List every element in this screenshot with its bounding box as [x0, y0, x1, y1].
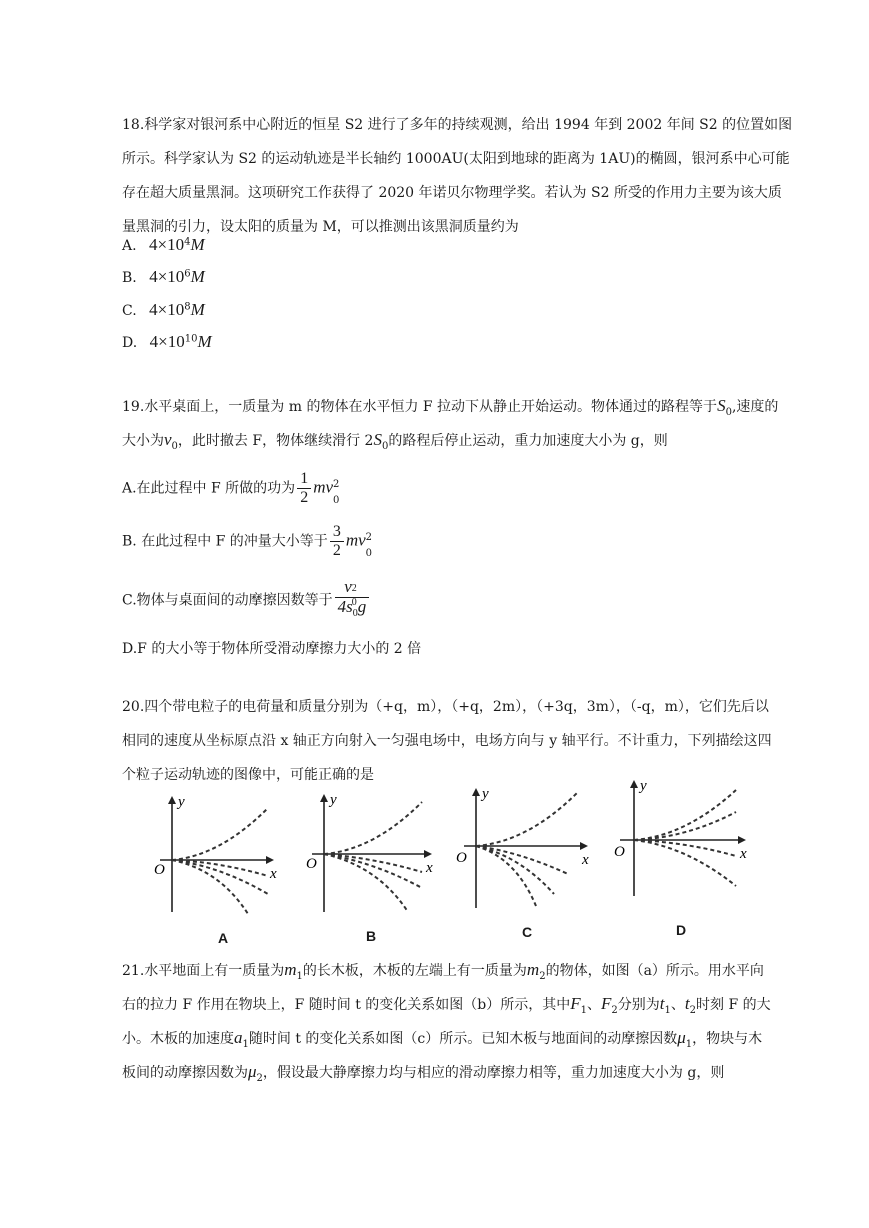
q18-option-c — [122, 300, 205, 320]
x-arrow — [424, 850, 432, 858]
q19-option-c — [122, 578, 371, 623]
option-text: A.在此过程中 F 所做的功为 — [122, 480, 296, 497]
figure-c-label: C — [522, 924, 533, 940]
separator: 、 — [587, 997, 602, 1013]
option-unit: M — [190, 267, 205, 286]
q21-text: 板间的动摩擦因数为 — [122, 1065, 248, 1081]
sub: 1 — [685, 1038, 693, 1050]
trajectory-3 — [172, 860, 268, 894]
symbol-a1: a — [234, 1028, 243, 1047]
q19-text: ,速度的 — [731, 399, 779, 415]
symbol-mu1: μ — [677, 1028, 686, 1047]
symbol-v0: v — [164, 430, 172, 449]
origin-label: O — [614, 844, 625, 860]
mv: mv — [313, 477, 334, 497]
fraction — [335, 578, 370, 623]
figure-c — [450, 782, 600, 912]
q18-line3: 存在超大质量黑洞。这项研究工作获得了 2020 年诺贝尔物理学奖。若认为 S2 所受的作用力主要为该大质 — [122, 185, 782, 201]
sup: 2 — [351, 583, 357, 594]
x-arrow — [266, 856, 274, 864]
option-unit: M — [197, 332, 212, 351]
q20-line1: 20.四个带电粒子的电荷量和质量分别为（+q，m），（+q，2m），（+3q，3m），（-q，m），它们先后以 — [122, 699, 769, 715]
option-label: B. — [122, 270, 137, 286]
trajectory-1 — [172, 808, 268, 860]
q20-line2: 相同的速度从坐标原点沿 x 轴正方向射入一匀强电场中，电场方向与 y 轴平行。不计重力，下列描绘这四 — [122, 733, 772, 749]
q19-text: 的路程后停止运动，重力加速度大小为 g，则 — [388, 433, 668, 449]
y-label: y — [482, 786, 489, 802]
q21-text: 随时间 t 的变化关系如图（c）所示。已知木板与地面间的动摩擦因数 — [248, 1031, 678, 1047]
q21-text: 21.水平地面上有一质量为 — [122, 963, 285, 979]
option-label: A. — [122, 238, 137, 254]
symbol-mu2: μ — [248, 1062, 257, 1081]
trajectory-1 — [476, 792, 578, 846]
q21-text: 时刻 F 的大 — [696, 997, 771, 1013]
option-unit: M — [190, 235, 205, 254]
sub: 2 — [689, 1004, 697, 1016]
numerator: 1 — [297, 470, 311, 489]
y-arrow — [168, 796, 176, 804]
mv: mv — [345, 530, 366, 550]
trajectory-figures — [150, 778, 770, 950]
q19-text: 大小为 — [122, 433, 164, 449]
q21-text: 小。木板的加速度 — [122, 1031, 234, 1047]
q19-line2 — [122, 430, 668, 452]
y-arrow — [630, 780, 638, 788]
q19-option-d: D.F 的大小等于物体所受滑动摩擦力大小的 2 倍 — [122, 641, 422, 657]
figure-b-label: B — [366, 928, 377, 944]
numerator: 3 — [330, 523, 344, 542]
sub: 1 — [242, 1038, 249, 1050]
symbol-f2: F — [601, 994, 612, 1013]
trajectory-4 — [476, 846, 536, 906]
option-label: C. — [122, 303, 137, 319]
figure-d-label: D — [676, 922, 687, 938]
option-exp: 8 — [184, 301, 191, 313]
x-arrow — [738, 836, 746, 844]
trajectory-4 — [634, 840, 736, 886]
q19-option-a — [122, 470, 341, 507]
option-exp: 4 — [184, 236, 191, 248]
figure-d — [606, 776, 756, 906]
option-exp: 6 — [184, 268, 191, 280]
q18-line4: 量黑洞的引力，设太阳的质量为 M，可以推测出该黑洞质量约为 — [122, 219, 519, 235]
q21-line3 — [122, 1028, 762, 1050]
trajectory-2 — [634, 812, 736, 840]
q18-option-d — [122, 332, 212, 352]
q21-line2 — [122, 994, 771, 1016]
q19-line1 — [122, 396, 778, 418]
option-text: C.物体与桌面间的动摩擦因数等于 — [122, 592, 333, 609]
figure-a — [150, 790, 290, 920]
v: v — [344, 577, 352, 596]
q18-option-b — [122, 267, 205, 287]
trajectory-1 — [324, 802, 422, 854]
x-label: x — [426, 860, 433, 876]
q18-option-a — [122, 235, 205, 255]
g: g — [357, 597, 367, 616]
q21-text: ，物块与木 — [692, 1031, 763, 1047]
sub: 0 — [171, 440, 178, 452]
sub: 1 — [580, 1004, 588, 1016]
q19-text: ，此时撤去 F，物体继续滑行 2 — [177, 433, 374, 449]
option-base: 4×10 — [149, 267, 185, 286]
x-label: x — [270, 866, 277, 882]
q18-line2: 所示。科学家认为 S2 的运动轨迹是半长轴约 1000AU(太阳到地球的距离为 1AU)的椭圆，银河系中心可能 — [122, 151, 790, 167]
figure-b — [298, 788, 438, 918]
x-label: x — [740, 846, 747, 862]
option-base: 4×10 — [149, 332, 185, 351]
x-arrow — [580, 842, 588, 850]
q21-text: 分别为 — [617, 997, 660, 1013]
figure-a-label: A — [218, 930, 229, 946]
origin-label: O — [306, 856, 317, 872]
sub: 0 — [352, 608, 358, 620]
y-label: y — [640, 778, 647, 794]
x-label: x — [582, 852, 589, 868]
sup: 2 — [333, 478, 340, 490]
option-base: 4×10 — [149, 235, 185, 254]
symbol-t2: t — [684, 994, 690, 1013]
y-label: y — [178, 794, 185, 810]
q19-text: 19.水平桌面上，一质量为 m 的物体在水平恒力 F 拉动下从静止开始运动。物体通过的路程等于 — [122, 399, 718, 415]
option-exp: 10 — [184, 333, 198, 345]
sub: 0 — [725, 406, 732, 418]
q18-line1: 18.科学家对银河系中心附近的恒星 S2 进行了多年的持续观测，给出 1994 年到 2002 年间 S2 的位置如图 — [122, 117, 793, 133]
sup: 2 — [365, 531, 373, 543]
sub: 0 — [333, 494, 340, 506]
origin-label: O — [154, 862, 165, 878]
4s: 4s — [337, 597, 353, 616]
trajectory-3 — [476, 846, 554, 894]
sub: 2 — [539, 970, 546, 982]
option-text: B. 在此过程中 F 的冲量大小等于 — [122, 533, 328, 550]
sub: 2 — [611, 1004, 618, 1016]
option-label: D. — [122, 335, 138, 351]
symbol-t1: t — [659, 994, 665, 1013]
sub: 1 — [664, 1004, 671, 1016]
q21-text: 的长木板，木板的左端上有一质量为 — [302, 963, 527, 979]
q21-text: 的物体，如图（a）所示。用水平向 — [545, 963, 764, 979]
q21-text: ，假设最大静摩擦力均与相应的滑动摩擦力相等，重力加速度大小为 g，则 — [262, 1065, 725, 1081]
fraction — [330, 523, 344, 560]
symbol-s0: S — [373, 430, 382, 449]
option-unit: M — [190, 300, 205, 319]
sub: 1 — [296, 970, 303, 982]
symbol-m2: m — [526, 960, 540, 979]
sub: 0 — [381, 440, 389, 452]
fraction — [297, 470, 311, 507]
q21-line4 — [122, 1062, 724, 1084]
denominator: 2 — [332, 542, 341, 559]
y-arrow — [472, 788, 480, 796]
y-label: y — [330, 792, 337, 808]
y-arrow — [320, 794, 328, 802]
q21-line1 — [122, 960, 764, 982]
origin-label: O — [456, 850, 467, 866]
symbol-m1: m — [284, 960, 297, 979]
q21-text: 右的拉力 F 作用在物块上，F 随时间 t 的变化关系如图（b）所示，其中 — [122, 997, 571, 1013]
separator: 、 — [670, 997, 685, 1013]
q20-line3: 个粒子运动轨迹的图像中，可能正确的是 — [122, 767, 374, 783]
q19-option-b — [122, 523, 374, 560]
sub: 0 — [351, 597, 357, 608]
denominator: 2 — [300, 489, 309, 506]
symbol-s0: S — [717, 396, 726, 415]
symbol-f1: F — [570, 994, 581, 1013]
sub: 0 — [365, 547, 373, 559]
trajectory-4 — [324, 854, 408, 912]
option-base: 4×10 — [149, 300, 185, 319]
trajectory-3 — [324, 854, 422, 888]
sub: 2 — [256, 1072, 263, 1084]
